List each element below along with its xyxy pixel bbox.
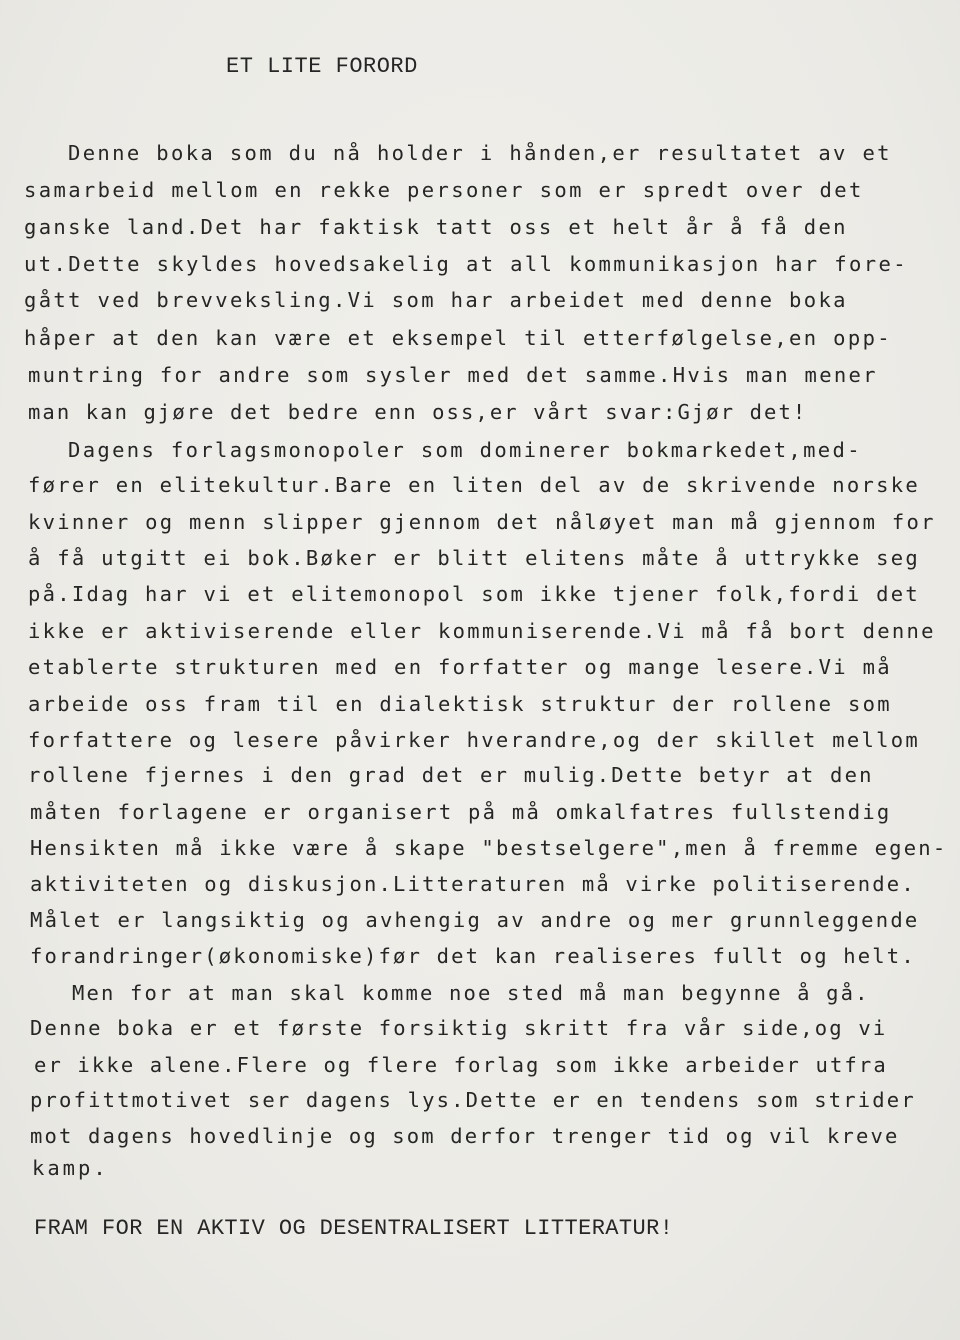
text-line: Denne boka som du nå holder i hånden,er resultatet av et xyxy=(68,141,892,165)
text-line: rollene fjernes i den grad det er mulig.Dette betyr at den xyxy=(28,763,874,787)
text-line: Hensikten må ikke være å skape "bestselgere",men å fremme egen- xyxy=(30,836,948,860)
text-line: gått ved brevveksling.Vi som har arbeidet med denne boka xyxy=(24,288,848,312)
text-line: muntring for andre som sysler med det samme.Hvis man mener xyxy=(28,363,878,387)
text-line: profittmotivet ser dagens lys.Dette er en tendens som strider xyxy=(30,1088,916,1112)
page-title: ET LITE FORORD xyxy=(226,54,418,79)
text-line: fører en elitekultur.Bare en liten del av de skrivende norske xyxy=(28,473,920,497)
text-line: samarbeid mellom en rekke personer som er spredt over det xyxy=(24,178,864,202)
text-line: Dagens forlagsmonopoler som dominerer bokmarkedet,med- xyxy=(68,438,862,462)
text-line: kamp. xyxy=(32,1156,109,1180)
text-line: Målet er langsiktig og avhengig av andre og mer grunnleggende xyxy=(30,908,920,932)
text-line: ut.Dette skyldes hovedsakelig at all kommunikasjon har fore- xyxy=(24,252,908,276)
text-line: er ikke alene.Flere og flere forlag som ikke arbeider utfra xyxy=(34,1053,888,1077)
text-line: måten forlagene er organisert på må omkalfatres fullstendig xyxy=(30,800,892,824)
text-line: mot dagens hovedlinje og som derfor trenger tid og vil kreve xyxy=(30,1124,900,1148)
text-line: på.Idag har vi et elitemonopol som ikke tjener folk,fordi det xyxy=(28,582,920,606)
text-line: man kan gjøre det bedre enn oss,er vårt svar:Gjør det! xyxy=(28,400,808,424)
text-line: aktiviteten og diskusjon.Litteraturen må virke politiserende. xyxy=(30,872,916,896)
text-line: Men for at man skal komme noe sted må man begynne å gå. xyxy=(72,981,870,1005)
text-line: håper at den kan være et eksempel til etterfølgelse,en opp- xyxy=(24,326,893,350)
text-line: arbeide oss fram til en dialektisk struktur der rollene som xyxy=(28,692,892,716)
text-line: forfattere og lesere påvirker hverandre,og der skillet mellom xyxy=(28,728,920,752)
text-line: etablerte strukturen med en forfatter og mange lesere.Vi må xyxy=(28,655,892,679)
text-line: kvinner og menn slipper gjennom det nåløyet man må gjennom for xyxy=(28,510,936,534)
text-line: Denne boka er et første forsiktig skritt fra vår side,og vi xyxy=(30,1016,888,1040)
text-line: å få utgitt ei bok.Bøker er blitt elitens måte å uttrykke seg xyxy=(28,546,920,570)
text-line: forandringer(økonomiske)før det kan realiseres fullt og helt. xyxy=(30,944,916,968)
text-line: ganske land.Det har faktisk tatt oss et helt år å få den xyxy=(24,215,848,239)
text-line: ikke er aktiviserende eller kommuniserende.Vi må få bort denne xyxy=(28,619,936,643)
closing-slogan: FRAM FOR EN AKTIV OG DESENTRALISERT LITTERATUR! xyxy=(34,1216,674,1241)
